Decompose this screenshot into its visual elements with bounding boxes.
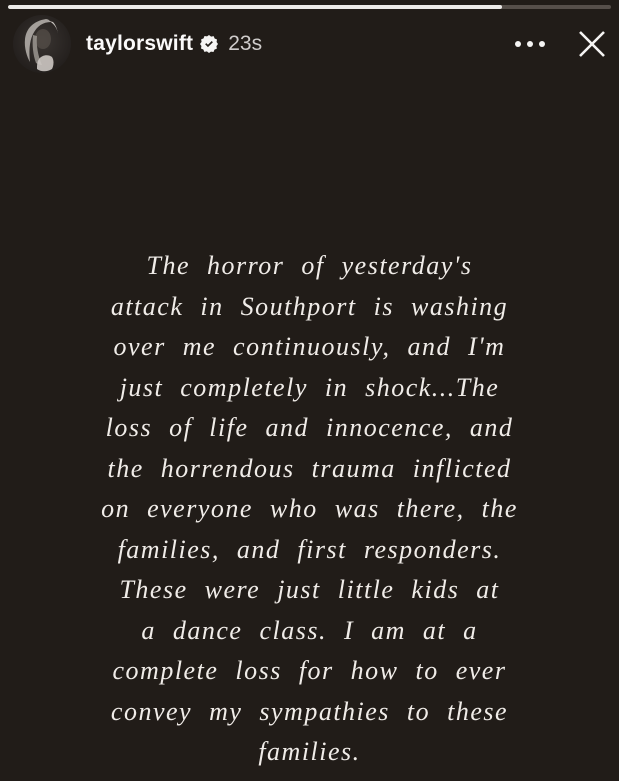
story-text-line: convey my sympathies to these xyxy=(110,696,509,726)
story-progress-fill xyxy=(8,5,502,9)
story-text-line: The horror of yesterday's xyxy=(146,251,473,280)
story-text-line: families, and first responders. xyxy=(117,534,502,564)
story-text-line: loss of life and innocence, and xyxy=(105,413,514,442)
close-icon xyxy=(575,27,609,61)
more-options-button[interactable] xyxy=(509,31,551,57)
avatar-portrait-graphic xyxy=(13,15,71,73)
story-text-line: a dance class. I am at a xyxy=(141,615,478,645)
avatar[interactable] xyxy=(13,15,71,73)
verified-badge-icon xyxy=(200,35,218,53)
story-text-line: These were just little kids at xyxy=(119,575,500,604)
story-text-line: on everyone who was there, the xyxy=(101,494,518,523)
story-text-line: attack in Southport is washing xyxy=(110,291,509,321)
more-options-icon xyxy=(515,41,521,47)
story-progress-bar xyxy=(8,5,611,9)
story-text xyxy=(0,246,619,773)
story-text-line: families. xyxy=(258,737,361,766)
username[interactable]: taylorswift xyxy=(86,32,194,55)
story-text-line: complete loss for how to ever xyxy=(112,656,507,685)
story-header xyxy=(0,14,619,74)
close-button[interactable] xyxy=(573,25,611,63)
story-timestamp: 23s xyxy=(228,32,263,55)
story-text-line: the horrendous trauma inflicted xyxy=(107,453,512,483)
story-text-line: just completely in shock...The xyxy=(119,372,500,402)
story-text-line: over me continuously, and I'm xyxy=(113,332,506,361)
